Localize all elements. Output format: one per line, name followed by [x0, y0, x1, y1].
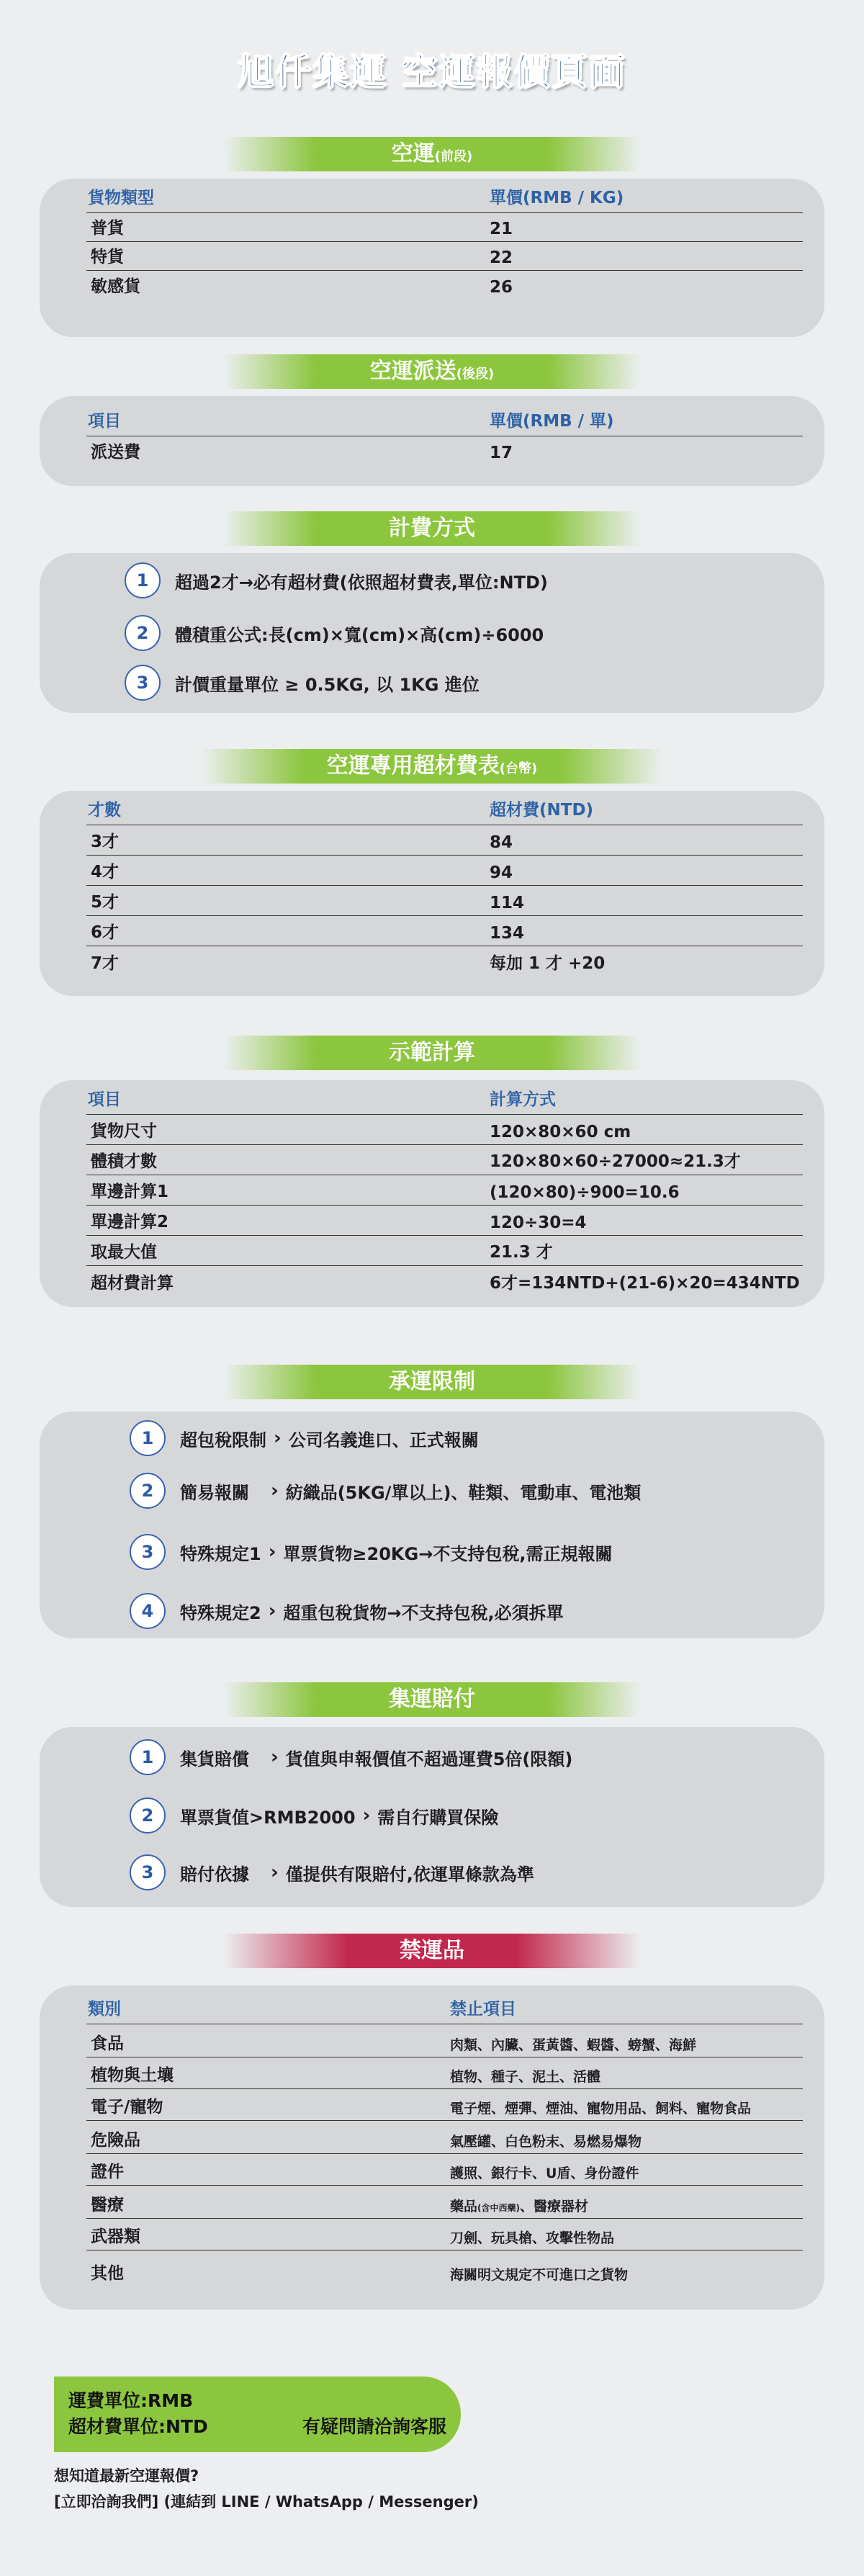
billing-item	[125, 562, 548, 598]
cell: 刀劍、玩具槍、攻擊性物品	[450, 2230, 615, 2246]
table-row	[86, 1266, 803, 1296]
section-title: 空運派送	[369, 359, 456, 384]
header-cell: 貨物類型	[88, 189, 154, 207]
number-badge: 2	[125, 615, 161, 651]
cell: 134	[490, 924, 525, 943]
table-row	[86, 1175, 803, 1206]
oversize-unit: 超材費單位:NTD	[68, 2416, 208, 2437]
header-cell: 禁止項目	[450, 2000, 516, 2019]
table-row	[86, 2250, 803, 2286]
table-row	[86, 271, 803, 300]
header-cell: 才數	[88, 801, 121, 820]
table-row	[86, 2057, 803, 2089]
chevron-right-icon: ›	[274, 1427, 282, 1449]
limit-text: 超重包稅貨物→不支持包稅,必須拆單	[283, 1602, 564, 1623]
cell: 體積才數	[91, 1152, 157, 1171]
section-banner-billing	[223, 511, 641, 546]
table-row	[86, 2219, 803, 2250]
limit-text: 單票貨物≥20KG→不支持包稅,需正規報關	[283, 1543, 613, 1564]
cell: 海關明文規定不可進口之貨物	[450, 2267, 629, 2283]
cell: 護照、銀行卡、U盾、身份證件	[450, 2166, 639, 2181]
cell: 21.3 才	[490, 1243, 553, 1262]
section-title: 計費方式	[389, 516, 475, 541]
cell: 其他	[91, 2264, 124, 2283]
table-air-front	[86, 181, 803, 300]
section-banner-oversize	[202, 749, 662, 784]
cell: 證件	[91, 2163, 124, 2181]
cell: 17	[490, 444, 513, 462]
number-badge: 1	[130, 1420, 166, 1456]
section-title: 集運賠付	[389, 1687, 475, 1712]
contact-link[interactable]: [立即洽詢我們] (連結到 LINE / WhatsApp / Messenger)	[54, 2493, 479, 2510]
cell: 26	[490, 278, 513, 297]
cell: 敏感貨	[91, 277, 140, 296]
compensation-text: 僅提供有限賠付,依運單條款為準	[285, 1864, 534, 1885]
contact-note: 有疑問請洽詢客服	[302, 2416, 447, 2437]
limit-text: 公司名義進口、正式報關	[288, 1430, 479, 1450]
section-subtitle: (台幣)	[499, 761, 538, 776]
section-banner-limits	[223, 1365, 641, 1399]
number-badge: 2	[130, 1798, 166, 1834]
cell: 94	[490, 863, 513, 882]
table-row	[86, 1115, 803, 1145]
section-title: 空運	[391, 141, 435, 166]
cell: 危險品	[91, 2131, 140, 2150]
header-cell: 項目	[88, 412, 121, 431]
chevron-right-icon: ›	[268, 1541, 276, 1563]
cell: 每加 1 才 +20	[490, 954, 606, 973]
header-cell: 單價(RMB / 單)	[490, 412, 614, 431]
table-header	[86, 405, 803, 436]
cell-part: 、醫療器材	[520, 2199, 589, 2214]
limit-item	[130, 1593, 564, 1629]
table-header	[86, 181, 803, 213]
section-banner-air-front	[223, 137, 641, 171]
limit-label: 特殊規定2	[180, 1602, 261, 1623]
limit-item	[130, 1420, 479, 1456]
table-oversize	[86, 794, 803, 977]
number-badge: 3	[125, 665, 161, 701]
chevron-right-icon: ›	[268, 1600, 276, 1622]
cell: 電子煙、煙彈、煙油、寵物用品、飼料、寵物食品	[450, 2101, 752, 2117]
number-badge: 1	[125, 562, 161, 598]
card-limits	[40, 1412, 824, 1638]
cell: 84	[490, 833, 513, 852]
header-cell: 計算方式	[490, 1090, 556, 1109]
billing-text: 體積重公式:長(cm)×寬(cm)×高(cm)÷6000	[175, 624, 544, 645]
chevron-right-icon: ›	[271, 1746, 279, 1768]
cell: 武器類	[91, 2227, 140, 2246]
number-badge: 3	[130, 1854, 166, 1890]
compensation-label: 賠付依據	[180, 1864, 249, 1885]
page-title: 旭仟集運 空運報價頁面	[238, 51, 626, 93]
cell: 貨物尺寸	[91, 1122, 157, 1141]
cell: 4才	[91, 863, 120, 881]
section-title: 承運限制	[389, 1369, 475, 1394]
number-badge: 1	[130, 1739, 166, 1775]
cell	[450, 2196, 803, 2215]
cell: 6才=134NTD+(21-6)×20=434NTD	[490, 1274, 800, 1293]
freight-unit: 運費單位:RMB	[68, 2390, 194, 2411]
cell: 醫療	[91, 2196, 124, 2214]
number-badge: 4	[130, 1593, 166, 1629]
cell: 單邊計算2	[91, 1213, 169, 1231]
section-subtitle: (前段)	[434, 149, 473, 164]
card-air-delivery	[40, 396, 824, 486]
cell: 電子/寵物	[91, 2098, 163, 2117]
section-title: 示範計算	[389, 1040, 475, 1065]
compensation-label: 集貨賠償	[180, 1749, 249, 1769]
chevron-right-icon: ›	[362, 1805, 371, 1826]
table-example	[86, 1083, 803, 1296]
section-banner-banned	[223, 1934, 641, 1968]
billing-item	[125, 665, 480, 701]
table-row	[86, 2024, 803, 2057]
cell: 120×80×60 cm	[490, 1123, 631, 1141]
table-banned	[86, 1988, 803, 2286]
cell: 氣壓罐、白色粉末、易燃易爆物	[450, 2134, 642, 2150]
chevron-right-icon: ›	[271, 1862, 279, 1883]
limit-label: 超包稅限制	[180, 1430, 266, 1450]
section-banner-air-delivery	[223, 354, 641, 389]
compensation-item	[130, 1739, 572, 1775]
cell: 超材費計算	[91, 1274, 174, 1293]
table-header	[86, 1083, 803, 1115]
cell: 普貨	[91, 219, 124, 238]
cell: 7才	[91, 954, 120, 973]
chevron-right-icon: ›	[271, 1480, 279, 1502]
compensation-label: 單票貨值>RMB2000	[180, 1807, 356, 1828]
cell: (120×80)÷900=10.6	[490, 1183, 680, 1202]
section-subtitle: (後段)	[456, 367, 495, 382]
table-row	[86, 2121, 803, 2154]
cell: 派送費	[91, 443, 140, 462]
card-compensation	[40, 1727, 824, 1907]
unit-info-bar	[54, 2377, 461, 2452]
compensation-text: 貨值與申報價值不超過運費5倍(限額)	[285, 1749, 573, 1769]
cell-note: (含中西藥)	[477, 2203, 520, 2213]
table-row	[86, 1236, 803, 1266]
section-banner-compensation	[223, 1682, 641, 1717]
limit-label: 簡易報關	[180, 1482, 249, 1503]
number-badge: 2	[130, 1473, 166, 1509]
cell: 肉類、內臟、蛋黃醬、蝦醬、螃蟹、海鮮	[450, 2037, 697, 2053]
cell: 植物、種子、泥土、活體	[450, 2069, 601, 2085]
table-row	[86, 946, 803, 977]
cell: 單邊計算1	[91, 1182, 169, 1201]
card-example	[40, 1080, 824, 1307]
cell: 植物與土壤	[91, 2066, 174, 2085]
limit-text: 紡織品(5KG/單以上)、鞋類、電動車、電池類	[285, 1482, 642, 1503]
table-row	[86, 2154, 803, 2186]
billing-item	[125, 615, 544, 651]
table-row	[86, 213, 803, 242]
card-air-front	[40, 179, 824, 337]
header-cell: 超材費(NTD)	[490, 801, 594, 820]
table-row	[86, 242, 803, 271]
header-cell: 單價(RMB / KG)	[490, 189, 624, 207]
limit-label: 特殊規定1	[180, 1543, 261, 1564]
cell-part: 藥品	[450, 2199, 478, 2214]
limit-item	[130, 1534, 612, 1570]
table-row	[86, 916, 803, 946]
cell: 6才	[91, 923, 120, 942]
table-row	[86, 1145, 803, 1175]
cell: 21	[490, 220, 513, 238]
table-header	[86, 794, 803, 825]
compensation-text: 需自行購買保險	[377, 1807, 499, 1828]
cell: 特貨	[91, 248, 124, 266]
table-header	[86, 1988, 803, 2024]
cell: 5才	[91, 893, 120, 912]
header-cell: 類別	[88, 2000, 121, 2019]
cell: 3才	[91, 833, 120, 851]
table-row	[86, 2089, 803, 2121]
billing-text: 超過2才→必有超材費(依照超材費表,單位:NTD)	[175, 572, 548, 593]
card-banned	[40, 1985, 824, 2310]
section-banner-example	[223, 1036, 641, 1070]
compensation-item	[130, 1854, 534, 1890]
footer-question: 想知道最新空運報價?	[54, 2467, 199, 2485]
limit-item	[130, 1473, 641, 1509]
cell: 120×80×60÷27000≈21.3才	[490, 1152, 741, 1171]
billing-text: 計價重量單位 ≥ 0.5KG, 以 1KG 進位	[175, 674, 480, 695]
section-title: 空運專用超材費表	[326, 753, 500, 778]
cell: 22	[490, 248, 513, 267]
cell: 114	[490, 894, 525, 912]
table-row	[86, 856, 803, 886]
card-billing	[40, 553, 824, 713]
table-row	[86, 436, 803, 465]
table-row	[86, 2186, 803, 2219]
header-cell: 項目	[88, 1090, 121, 1109]
compensation-item	[130, 1798, 498, 1834]
table-row	[86, 1206, 803, 1236]
table-air-delivery	[86, 405, 803, 465]
cell: 食品	[91, 2034, 124, 2053]
table-row	[86, 825, 803, 856]
table-row	[86, 886, 803, 916]
cell: 取最大值	[91, 1243, 157, 1262]
cell: 120÷30=4	[490, 1213, 587, 1232]
section-title: 禁運品	[400, 1938, 464, 1963]
card-oversize	[40, 791, 824, 996]
number-badge: 3	[130, 1534, 166, 1570]
